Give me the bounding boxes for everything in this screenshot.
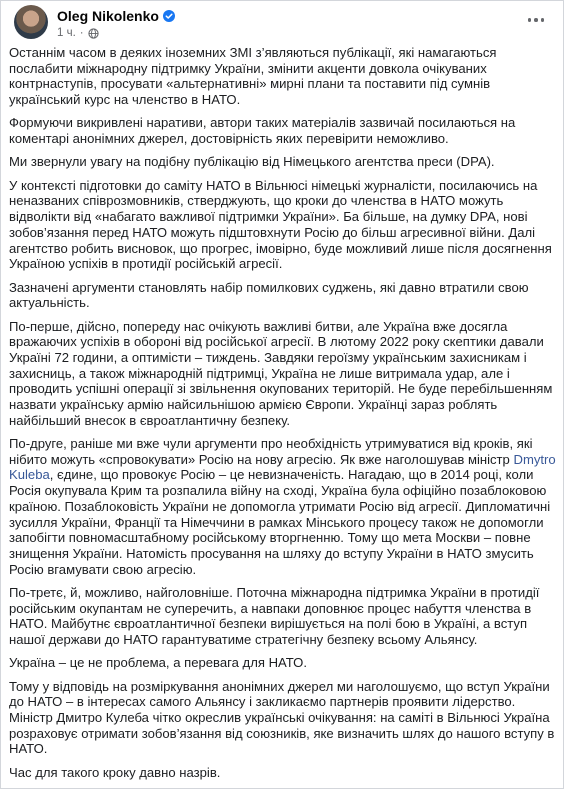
post-paragraph: Ми звернули увагу на подібну публікацію від Німецького агентства преси (DPA).	[9, 154, 495, 170]
more-options-icon[interactable]	[524, 10, 548, 30]
post-paragraph: У контексті підготовки до саміту НАТО в Вільнюсі німецькі журналісти, посилаючись на неназваних співрозмовників, стверджують, що кроки до членства в НАТО можуть відволікти від «набагато важливої підтримки України». Ба більше, на думку DPA, нові зобов’язання перед НАТО можуть підштовхнути Росію до більш агресивної війни. Далі агентство робить висновок, що прогрес, імовірно, буде можливий лише після досягнення Україною успіхів в протидії російській агресії.	[9, 177, 552, 272]
paragraph-text: , єдине, що провокує Росію – це невизначеність. Нагадаю, що в 2014 році, коли Росія окупувала Крим та розпалила війну на сході, Україна була офіційно позаблоковою країною. Позаблоковість України не допомогла утримати Росію від агресії. Дипломатичні зусилля України, Франції та Німеччини в рамках Мінського процесу також не допомогли запобігти повномасштабному російському вторгненню. Тому що мета Москви – повне знищення України. Натомість просування на шляху до вступу України в НАТО змусить Росію вгамувати свою агресію.	[9, 467, 551, 577]
post-paragraph	[9, 436, 557, 577]
post-paragraph: По-перше, дійсно, попереду нас очікують важливі битви, але Україна вже досягла вражаючих успіхів в обороні від російської агресії. В лютому 2022 року скептики давали Україні 72 години, а оптимісти – тиждень. Завдяки героїзму українським захисникам і захисниць, а також міжнародній підтримці, Україна не лише витримала удар, але і проводить успішні операції зі звільнення окупованих територій. Не буде перебільшенням назвати українську армію найсильнішою армією Європи. Українці зараз роблять найбільший внесок в євроатлантичну безпеку.	[9, 318, 553, 428]
post-paragraph: Останнім часом в деяких іноземних ЗМІ з’являються публікації, які намагаються послабити міжнародну підтримку України, змінити акценти довкола очікуваних контрнаступів, просувати «альтернативні» мирні плани та поставити під сумнів український курс на членство в НАТО.	[9, 45, 497, 108]
post-meta	[57, 26, 99, 40]
post-time[interactable]: 1 ч.	[57, 27, 76, 39]
post-header	[14, 4, 554, 44]
post-paragraph: Формуючи викривлені наративи, автори таких матеріалів зазвичай посилаються на коментарі анонімних джерел, достовірність яких перевірити неможливо.	[9, 115, 516, 147]
post-paragraph: Тому у відповідь на розміркування анонімних джерел ми наголошуємо, що вступ України до НАТО – в інтересах самого Альянсу і закликаємо партнерів проявити лідерство. Міністр Дмитро Кулеба чітко окреслив українські очікування: на саміті в Вільнюсі Україна розраховує отримати зобов’язання від союзників, яке визначить шлях до нашого вступу в НАТО.	[9, 678, 555, 757]
globe-icon[interactable]	[88, 28, 99, 39]
post-paragraph: По-третє, й, можливо, найголовніше. Поточна міжнародна підтримка України в протидії російським окупантам не суперечить, а навпаки доповнює процес набуття членства в НАТО. Майбутнє євроатлантичної безпеки вирішується на полі бою в Україні, а вступ нашої держави до НАТО гарантуватиме стратегічну безпеку всьому Альянсу.	[9, 584, 540, 648]
verified-badge-icon	[163, 10, 175, 22]
post-paragraph: Час для такого кроку давно назрів.	[9, 764, 221, 780]
post-paragraph: Україна – це не проблема, а перевага для НАТО.	[9, 655, 307, 671]
meta-separator: ·	[79, 27, 84, 39]
author-line	[57, 7, 175, 25]
post-paragraph: Зазначені аргументи становлять набір помилкових суджень, які давно втратили свою актуальність.	[9, 279, 529, 311]
author-name[interactable]: Oleg Nikolenko	[57, 8, 159, 24]
avatar[interactable]	[14, 5, 48, 39]
paragraph-text: По-друге, раніше ми вже чули аргументи про необхідність утримуватися від кроків, які нібито можуть «спровокувати» Росію на нову агресію. Як вже наголошував міністр	[9, 436, 533, 467]
post-body	[9, 45, 557, 788]
mention-link[interactable]: Dmytro Kuleba	[9, 451, 556, 483]
